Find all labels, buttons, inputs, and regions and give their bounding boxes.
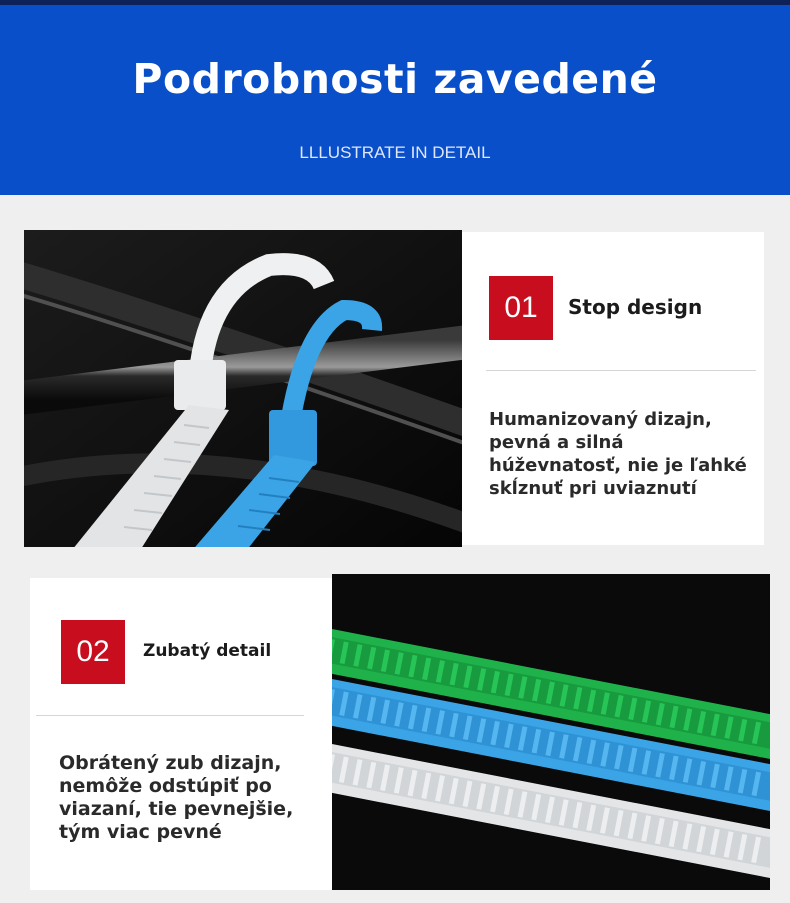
feature-title: Stop design: [568, 295, 703, 319]
page-title: Podrobnosti zavedené: [132, 55, 658, 103]
toothed-detail-photo: [332, 574, 770, 890]
feature-title: Zubatý detail: [143, 641, 272, 661]
feature-number-badge: 01: [489, 276, 553, 340]
feature-divider: [486, 370, 756, 371]
feature-description: Obrátený zub dizajn, nemôže odstúpiť po viazaní, tie pevnejšie, tým viac pevné: [59, 752, 294, 843]
page-subtitle: LLLUSTRATE IN DETAIL: [299, 143, 491, 162]
stop-design-photo: [24, 230, 462, 547]
feature-divider: [36, 715, 304, 716]
feature-card-02: [30, 578, 332, 890]
header-banner: [0, 5, 790, 195]
feature-card-01: [462, 232, 764, 545]
feature-number-badge: 02: [61, 620, 125, 684]
feature-description: Humanizovaný dizajn, pevná a silná húževnatosť, nie je ľahké skĺznuť pri uviaznutí: [489, 409, 747, 499]
